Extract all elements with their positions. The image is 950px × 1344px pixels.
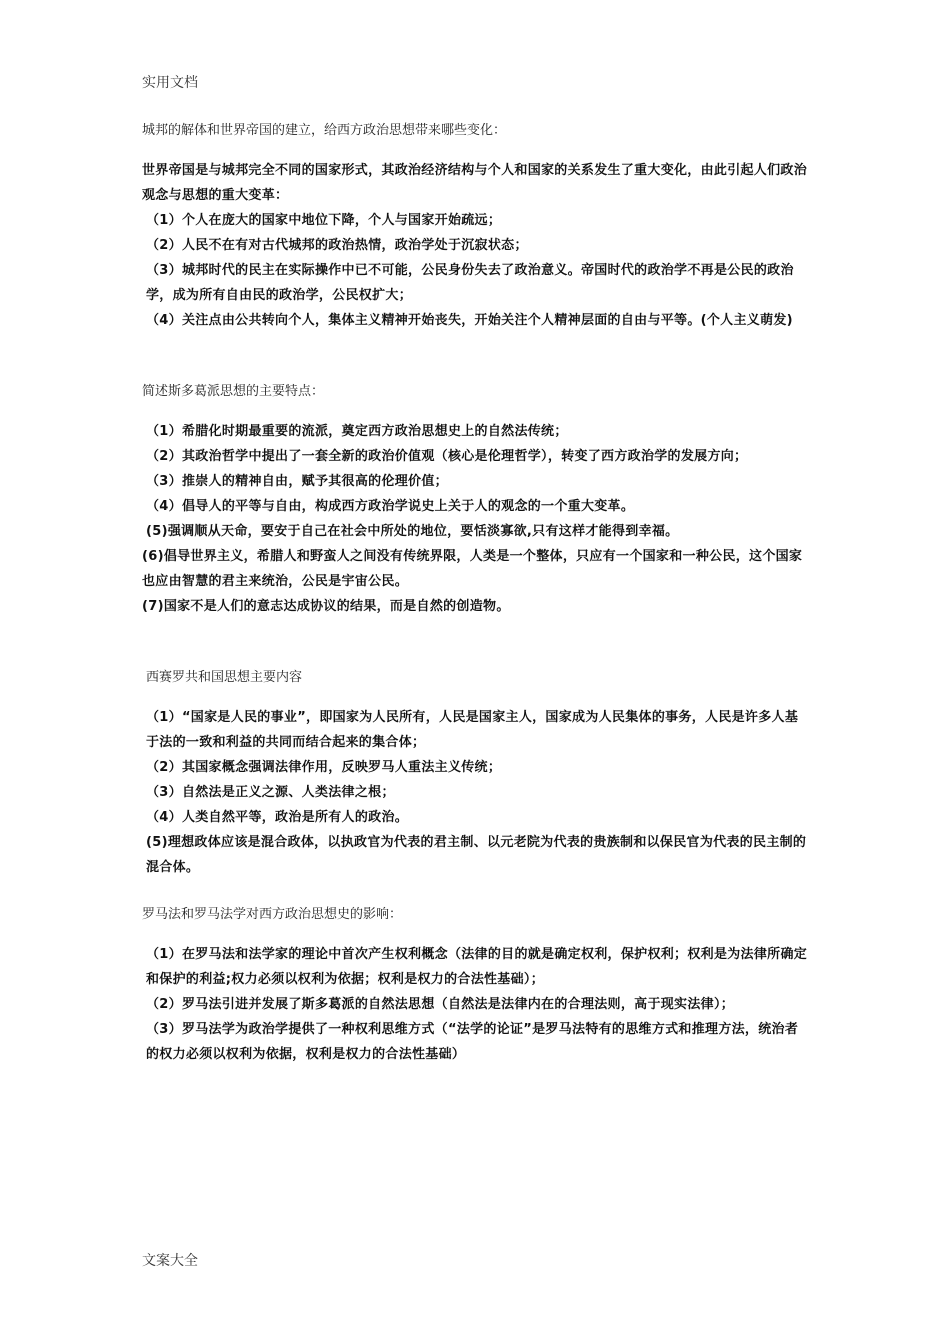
list-item: (7)国家不是人们的意志达成协议的结果，而是自然的创造物。 [142, 599, 510, 614]
section-heading: 罗马法和罗马法学对西方政治思想史的影响： [142, 907, 403, 922]
section-intro: 世界帝国是与城邦完全不同的国家形式，其政治经济结构与个人和国家的关系发生了重大变化，由此引起人们政治观念与思想的重大变革： [142, 163, 808, 203]
list-item: （3）城邦时代的民主在实际操作中已不可能，公民身份失去了政治意义。帝国时代的政治学不再是公民的政治学，成为所有自由民的政治学，公民权扩大； [146, 263, 794, 303]
list-item: (5)理想政体应该是混合政体，以执政官为代表的君主制、以元老院为代表的贵族制和以保民官为代表的民主制的混合体。 [146, 835, 807, 875]
section-heading: 西赛罗共和国思想主要内容 [146, 670, 303, 685]
list-item: （2）人民不在有对古代城邦的政治热情，政治学处于沉寂状态； [146, 238, 528, 253]
list-item: （2）其政治哲学中提出了一套全新的政治价值观（核心是伦理哲学），转变了西方政治学的发展方向； [146, 449, 748, 464]
section-heading: 城邦的解体和世界帝国的建立，给西方政治思想带来哪些变化： [142, 123, 507, 138]
section-roman-law [142, 902, 810, 1067]
list-item: （2）罗马法引进并发展了斯多葛派的自然法思想（自然法是法律内在的合理法则，高于现实法律）； [146, 997, 735, 1012]
list-item: （1）希腊化时期最重要的流派，奠定西方政治思想史上的自然法传统； [146, 424, 568, 439]
list-item: （3）推崇人的精神自由，赋予其很高的伦理价值； [146, 474, 448, 489]
section-cicero-republic [142, 665, 810, 880]
page-header: 实用文档 [142, 75, 198, 91]
list-item: （1）“国家是人民的事业”，即国家为人民所有，人民是国家主人，国家成为人民集体的事务，人民是许多人基于法的一致和利益的共同而结合起来的集合体； [146, 710, 799, 750]
list-item: （4）关注点由公共转向个人，集体主义精神开始丧失，开始关注个人精神层面的自由与平等。(个人主义萌发) [146, 313, 793, 328]
list-item: （3）自然法是正义之源、人类法律之根； [146, 785, 395, 800]
list-item: （3）罗马法学为政治学提供了一种权利思维方式（“法学的论证”是罗马法特有的思维方式和推理方法，统治者的权力必须以权利为依据，权利是权力的合法性基础） [146, 1022, 799, 1062]
list-item: （2）其国家概念强调法律作用，反映罗马人重法主义传统； [146, 760, 502, 775]
list-item: (5)强调顺从天命，要安于自己在社会中所处的地位，要恬淡寡欲,只有这样才能得到幸福。 [146, 524, 679, 539]
section-stoicism [142, 379, 810, 619]
section-heading: 简述斯多葛派思想的主要特点： [142, 384, 325, 399]
list-item: （1）个人在庞大的国家中地位下降，个人与国家开始疏远； [146, 213, 502, 228]
document-body [142, 118, 810, 1067]
list-item: (6)倡导世界主义，希腊人和野蛮人之间没有传统界限，人类是一个整体，只应有一个国家和一种公民，这个国家也应由智慧的君主来统治，公民是宇宙公民。 [142, 549, 803, 589]
page-footer: 文案大全 [142, 1253, 198, 1269]
list-item: （1）在罗马法和法学家的理论中首次产生权利概念（法律的目的就是确定权利，保护权利；权利是为法律所确定和保护的利益;权力必须以权利为依据；权利是权力的合法性基础）； [146, 947, 808, 987]
list-item: （4）人类自然平等，政治是所有人的政治。 [146, 810, 409, 825]
section-city-state-dissolution [142, 118, 810, 333]
list-item: （4）倡导人的平等与自由，构成西方政治学说史上关于人的观念的一个重大变革。 [146, 499, 635, 514]
